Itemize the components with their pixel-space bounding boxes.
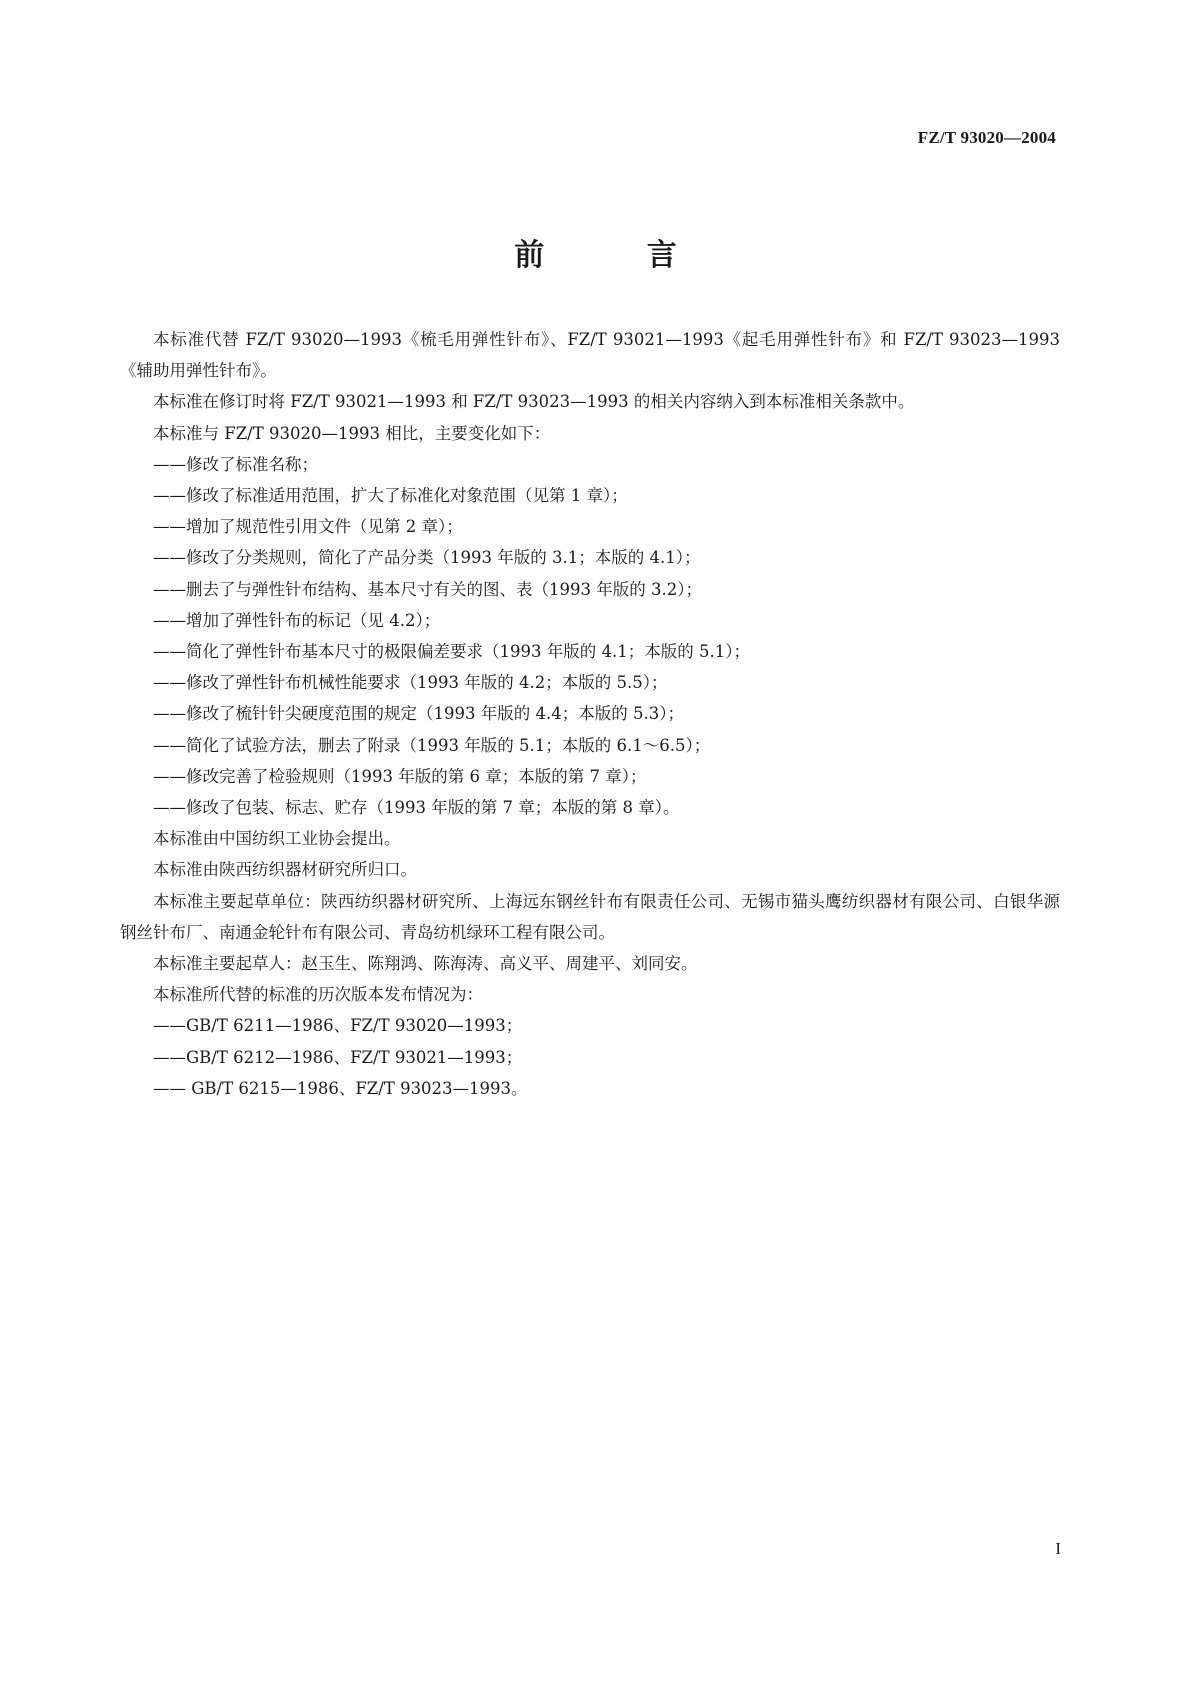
page-title: 前 言 — [514, 238, 723, 273]
document-body — [120, 324, 1060, 1104]
paragraph: 本标准与 FZ/T 93020—1993 相比，主要变化如下： — [153, 423, 551, 443]
change-item: ——修改了标准适用范围，扩大了标准化对象范围（见第 1 章）； — [153, 486, 628, 506]
paragraph: 本标准主要起草人：赵玉生、陈翔鸿、陈海涛、高义平、周建平、刘同安。 — [153, 954, 698, 974]
paragraph: 本标准在修订时将 FZ/T 93021—1993 和 FZ/T 93023—1993 的相关内容纳入到本标准相关条款中。 — [153, 392, 915, 412]
paragraph: 本标准代替 FZ/T 93020—1993《梳毛用弹性针布》、FZ/T 93021—1993《起毛用弹性针布》和 FZ/T 93023—1993《辅助用弹性针布》。 — [120, 330, 1060, 381]
paragraph: 本标准主要起草单位：陕西纺织器材研究所、上海远东钢丝针布有限责任公司、无锡市猫头鹰纺织器材有限公司、白银华源钢丝针布厂、南通金轮针布有限公司、青岛纺机绿环工程有限公司。 — [120, 891, 1060, 942]
history-item: ——GB/T 6211—1986、FZ/T 93020—1993； — [153, 1016, 523, 1036]
paragraph: 本标准所代替的标准的历次版本发布情况为： — [153, 985, 483, 1005]
change-item: ——简化了弹性针布基本尺寸的极限偏差要求（1993 年版的 4.1；本版的 5.1）； — [153, 642, 750, 662]
paragraph: 本标准由陕西纺织器材研究所归口。 — [153, 860, 417, 880]
page-number: I — [1055, 1539, 1061, 1558]
change-item: ——修改完善了检验规则（1993 年版的第 6 章；本版的第 7 章）； — [153, 766, 647, 786]
paragraph: 本标准由中国纺织工业协会提出。 — [153, 829, 401, 849]
history-item: ——GB/T 6212—1986、FZ/T 93021—1993； — [153, 1047, 523, 1067]
change-item: ——修改了包装、标志、贮存（1993 年版的第 7 章；本版的第 8 章）。 — [153, 798, 680, 818]
change-item: ——修改了梳针针尖硬度范围的规定（1993 年版的 4.4；本版的 5.3）； — [153, 704, 684, 724]
change-item: ——增加了弹性针布的标记（见 4.2）； — [153, 610, 441, 630]
change-item: ——删去了与弹性针布结构、基本尺寸有关的图、表（1993 年版的 3.2）； — [153, 579, 702, 599]
history-item: —— GB/T 6215—1986、FZ/T 93023—1993。 — [153, 1078, 528, 1098]
change-item: ——修改了分类规则，简化了产品分类（1993 年版的 3.1；本版的 4.1）； — [153, 548, 701, 568]
change-item: ——修改了弹性针布机械性能要求（1993 年版的 4.2；本版的 5.5）； — [153, 673, 668, 693]
standard-code: FZ/T 93020—2004 — [917, 128, 1056, 147]
change-item: ——增加了规范性引用文件（见第 2 章）； — [153, 517, 463, 537]
change-item: ——简化了试验方法，删去了附录（1993 年版的 5.1；本版的 6.1～6.5）； — [153, 735, 711, 755]
change-item: ——修改了标准名称； — [153, 454, 318, 474]
